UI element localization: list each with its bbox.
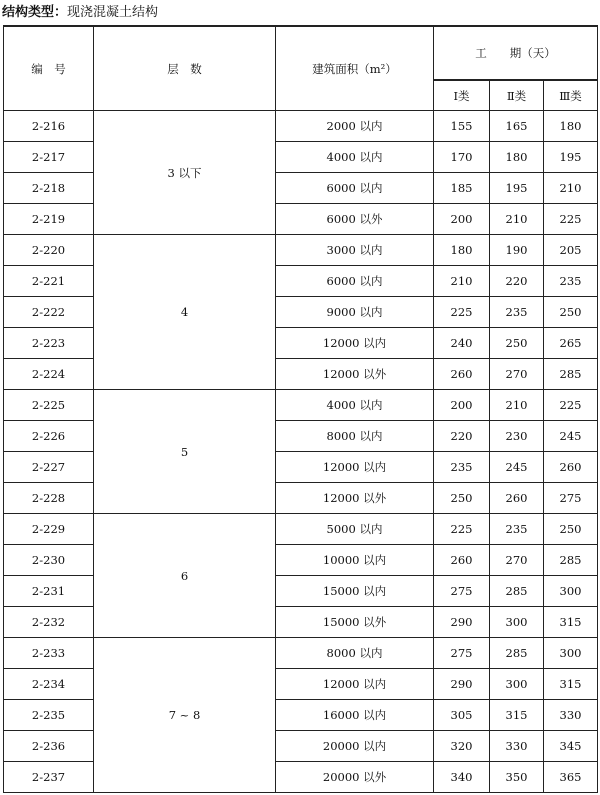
- cell-area: 6000 以内: [276, 173, 434, 204]
- header-area: 建筑面积（m²）: [276, 26, 434, 111]
- caption-value: 现浇混凝土结构: [67, 5, 159, 20]
- caption-label: 结构类型：: [2, 5, 68, 20]
- cell-class-2: 330: [490, 731, 544, 762]
- cell-class-1: 260: [434, 545, 490, 576]
- cell-class-2: 245: [490, 452, 544, 483]
- cell-code: 2-220: [4, 235, 94, 266]
- cell-class-3: 315: [544, 607, 598, 638]
- cell-class-1: 170: [434, 142, 490, 173]
- cell-class-1: 290: [434, 669, 490, 700]
- table-row: [4, 390, 598, 421]
- cell-class-2: 270: [490, 359, 544, 390]
- cell-class-2: 195: [490, 173, 544, 204]
- cell-floors: 5: [94, 390, 276, 514]
- cell-code: 2-235: [4, 700, 94, 731]
- cell-class-2: 350: [490, 762, 544, 793]
- cell-class-1: 200: [434, 390, 490, 421]
- cell-class-2: 190: [490, 235, 544, 266]
- cell-class-1: 235: [434, 452, 490, 483]
- cell-class-3: 210: [544, 173, 598, 204]
- table-row: [4, 762, 598, 793]
- cell-class-3: 285: [544, 545, 598, 576]
- cell-class-3: 300: [544, 638, 598, 669]
- cell-code: 2-228: [4, 483, 94, 514]
- table-row: [4, 204, 598, 235]
- cell-floors: 6: [94, 514, 276, 638]
- cell-area: 4000 以内: [276, 142, 434, 173]
- cell-class-1: 155: [434, 111, 490, 142]
- cell-class-3: 365: [544, 762, 598, 793]
- table-row: [4, 235, 598, 266]
- cell-code: 2-218: [4, 173, 94, 204]
- table-body: [4, 111, 598, 793]
- cell-area: 6000 以外: [276, 204, 434, 235]
- table-row: [4, 483, 598, 514]
- cell-class-1: 305: [434, 700, 490, 731]
- cell-area: 8000 以内: [276, 638, 434, 669]
- cell-area: 6000 以内: [276, 266, 434, 297]
- cell-class-2: 210: [490, 204, 544, 235]
- cell-floors: 7 ~ 8: [94, 638, 276, 793]
- cell-class-3: 235: [544, 266, 598, 297]
- table-row: [4, 359, 598, 390]
- cell-class-1: 275: [434, 576, 490, 607]
- cell-area: 2000 以内: [276, 111, 434, 142]
- cell-class-1: 185: [434, 173, 490, 204]
- cell-area: 12000 以内: [276, 452, 434, 483]
- header-class-3: Ⅲ类: [544, 80, 598, 111]
- cell-code: 2-231: [4, 576, 94, 607]
- cell-code: 2-234: [4, 669, 94, 700]
- cell-class-2: 220: [490, 266, 544, 297]
- cell-code: 2-222: [4, 297, 94, 328]
- cell-class-2: 270: [490, 545, 544, 576]
- cell-class-1: 210: [434, 266, 490, 297]
- header-floors: 层 数: [94, 26, 276, 111]
- cell-class-1: 240: [434, 328, 490, 359]
- cell-code: 2-221: [4, 266, 94, 297]
- table-row: [4, 700, 598, 731]
- table-row: [4, 638, 598, 669]
- construction-period-table: [3, 25, 598, 793]
- cell-class-3: 225: [544, 204, 598, 235]
- cell-class-2: 315: [490, 700, 544, 731]
- cell-class-3: 180: [544, 111, 598, 142]
- cell-class-2: 210: [490, 390, 544, 421]
- cell-class-2: 260: [490, 483, 544, 514]
- cell-code: 2-237: [4, 762, 94, 793]
- cell-code: 2-233: [4, 638, 94, 669]
- cell-class-3: 265: [544, 328, 598, 359]
- cell-class-2: 285: [490, 576, 544, 607]
- cell-class-2: 230: [490, 421, 544, 452]
- table-row: [4, 452, 598, 483]
- cell-area: 20000 以内: [276, 731, 434, 762]
- cell-class-3: 345: [544, 731, 598, 762]
- table-row: [4, 266, 598, 297]
- cell-code: 2-223: [4, 328, 94, 359]
- cell-area: 4000 以内: [276, 390, 434, 421]
- cell-area: 12000 以内: [276, 328, 434, 359]
- cell-class-3: 245: [544, 421, 598, 452]
- table-row: [4, 576, 598, 607]
- cell-class-2: 285: [490, 638, 544, 669]
- cell-area: 16000 以内: [276, 700, 434, 731]
- cell-class-1: 340: [434, 762, 490, 793]
- table-row: [4, 297, 598, 328]
- cell-class-3: 260: [544, 452, 598, 483]
- header-class-1: Ⅰ类: [434, 80, 490, 111]
- header-period: 工 期（天）: [434, 26, 598, 80]
- cell-area: 15000 以内: [276, 576, 434, 607]
- cell-class-1: 225: [434, 297, 490, 328]
- cell-class-3: 315: [544, 669, 598, 700]
- header-code: 编 号: [4, 26, 94, 111]
- table-row: [4, 545, 598, 576]
- cell-class-1: 180: [434, 235, 490, 266]
- cell-class-3: 330: [544, 700, 598, 731]
- cell-area: 15000 以外: [276, 607, 434, 638]
- cell-code: 2-219: [4, 204, 94, 235]
- cell-area: 8000 以内: [276, 421, 434, 452]
- cell-area: 3000 以内: [276, 235, 434, 266]
- cell-class-3: 250: [544, 514, 598, 545]
- cell-class-3: 250: [544, 297, 598, 328]
- cell-code: 2-217: [4, 142, 94, 173]
- header-class-2: Ⅱ类: [490, 80, 544, 111]
- cell-area: 12000 以外: [276, 483, 434, 514]
- cell-code: 2-230: [4, 545, 94, 576]
- cell-code: 2-225: [4, 390, 94, 421]
- table-row: [4, 607, 598, 638]
- cell-class-3: 285: [544, 359, 598, 390]
- cell-class-1: 260: [434, 359, 490, 390]
- cell-class-1: 290: [434, 607, 490, 638]
- cell-class-1: 225: [434, 514, 490, 545]
- cell-class-2: 165: [490, 111, 544, 142]
- cell-class-3: 205: [544, 235, 598, 266]
- table-row: [4, 328, 598, 359]
- cell-class-1: 275: [434, 638, 490, 669]
- cell-code: 2-226: [4, 421, 94, 452]
- cell-class-2: 250: [490, 328, 544, 359]
- cell-code: 2-229: [4, 514, 94, 545]
- cell-class-3: 300: [544, 576, 598, 607]
- cell-code: 2-224: [4, 359, 94, 390]
- cell-class-1: 320: [434, 731, 490, 762]
- table-row: [4, 731, 598, 762]
- cell-code: 2-236: [4, 731, 94, 762]
- table-row: [4, 111, 598, 142]
- cell-area: 20000 以外: [276, 762, 434, 793]
- cell-class-2: 300: [490, 607, 544, 638]
- cell-class-3: 275: [544, 483, 598, 514]
- cell-class-2: 180: [490, 142, 544, 173]
- table-row: [4, 421, 598, 452]
- table-row: [4, 514, 598, 545]
- cell-code: 2-227: [4, 452, 94, 483]
- cell-floors: 3 以下: [94, 111, 276, 235]
- cell-area: 10000 以内: [276, 545, 434, 576]
- cell-class-3: 195: [544, 142, 598, 173]
- table-row: [4, 142, 598, 173]
- cell-class-3: 225: [544, 390, 598, 421]
- table-row: [4, 669, 598, 700]
- cell-class-2: 235: [490, 297, 544, 328]
- cell-area: 5000 以内: [276, 514, 434, 545]
- cell-area: 12000 以外: [276, 359, 434, 390]
- table-row: [4, 173, 598, 204]
- cell-area: 12000 以内: [276, 669, 434, 700]
- cell-code: 2-232: [4, 607, 94, 638]
- table-caption: [2, 1, 158, 25]
- cell-class-1: 250: [434, 483, 490, 514]
- cell-class-2: 300: [490, 669, 544, 700]
- cell-class-1: 200: [434, 204, 490, 235]
- cell-area: 9000 以内: [276, 297, 434, 328]
- cell-code: 2-216: [4, 111, 94, 142]
- cell-floors: 4: [94, 235, 276, 390]
- cell-class-1: 220: [434, 421, 490, 452]
- cell-class-2: 235: [490, 514, 544, 545]
